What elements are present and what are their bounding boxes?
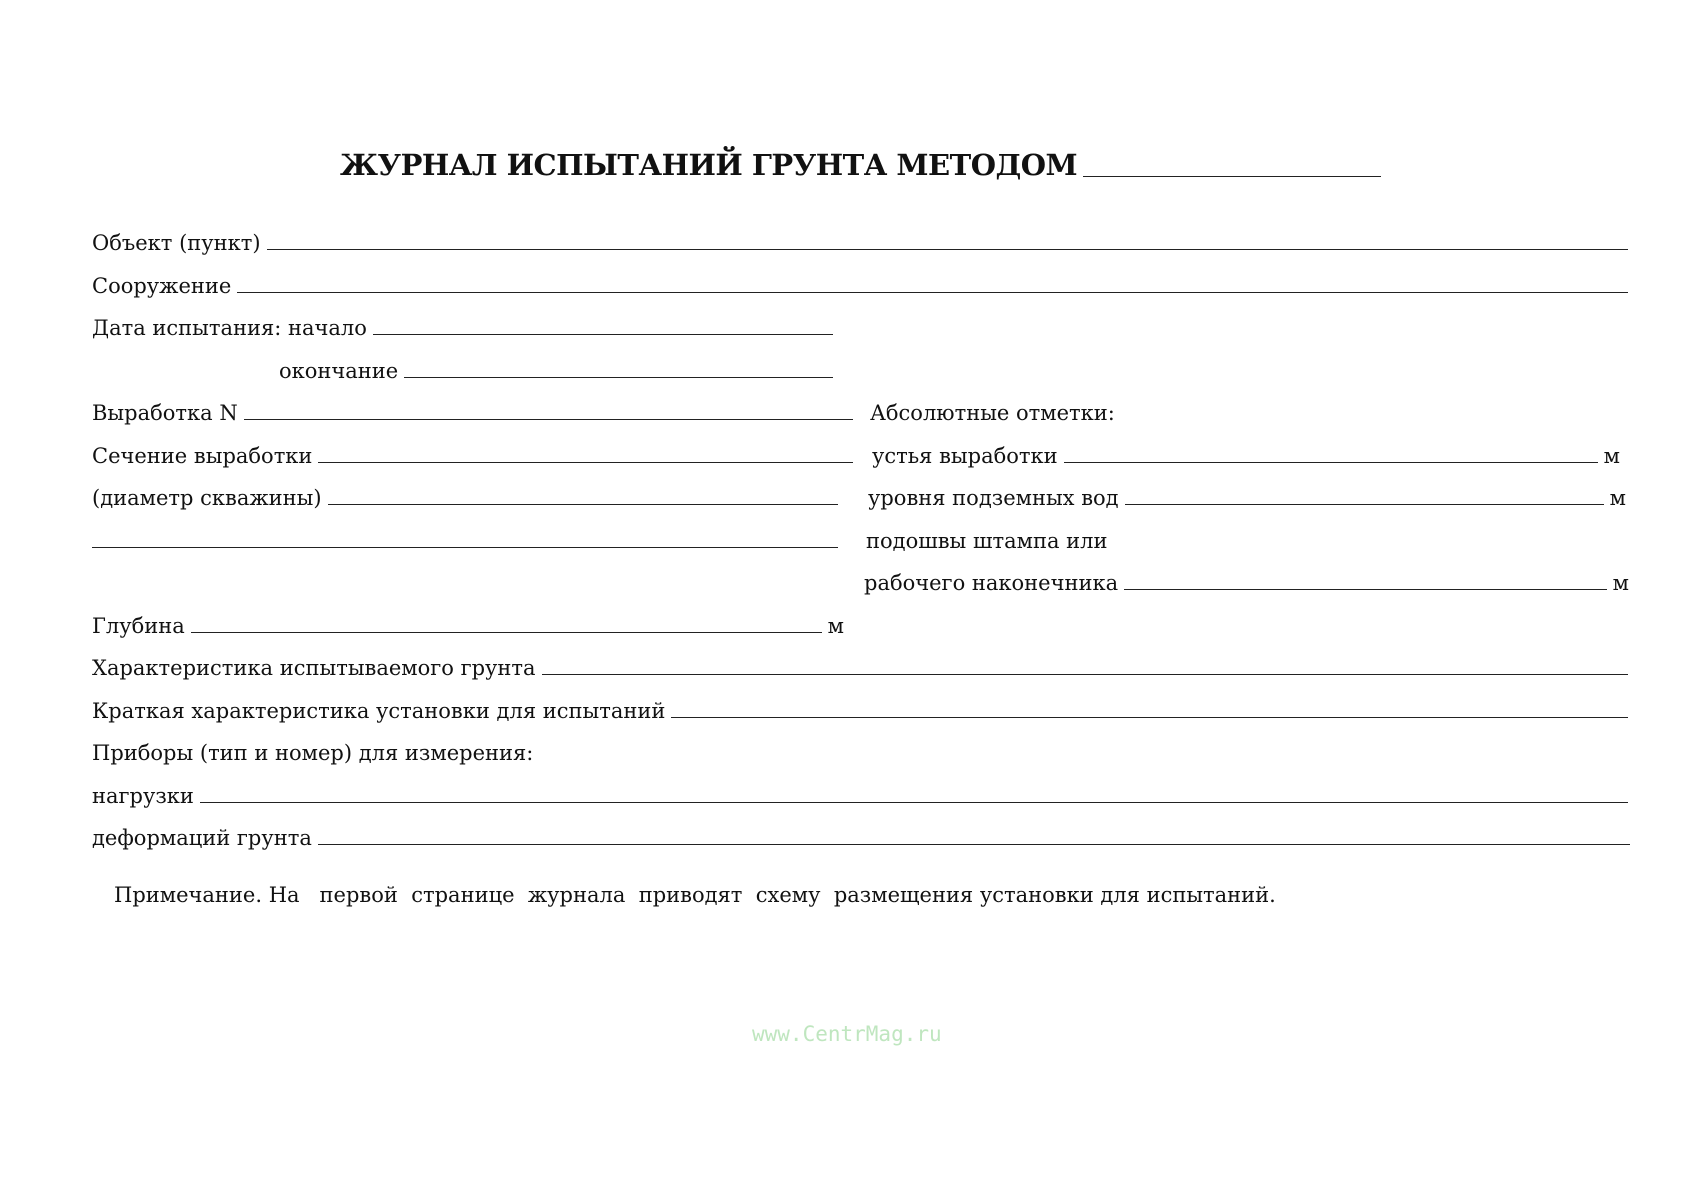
method-field[interactable] bbox=[1083, 176, 1381, 177]
abs-marks-label: Абсолютные отметки: bbox=[870, 401, 1115, 425]
setup-field[interactable] bbox=[671, 717, 1628, 718]
date-start-field[interactable] bbox=[373, 334, 833, 335]
setup-label: Краткая характеристика установки для испытаний bbox=[92, 699, 666, 723]
object-field[interactable] bbox=[267, 249, 1628, 250]
tip-label: рабочего наконечника bbox=[864, 571, 1119, 595]
extra-field[interactable] bbox=[92, 547, 838, 548]
excavation-label: Выработка N bbox=[92, 401, 238, 425]
soil-field[interactable] bbox=[542, 674, 1628, 675]
depth-row bbox=[92, 608, 844, 638]
structure-field[interactable] bbox=[237, 292, 1628, 293]
instruments-label: Приборы (тип и номер) для измерения: bbox=[92, 741, 534, 765]
watermark: www.CentrMag.ru bbox=[752, 1022, 942, 1046]
date-end-row bbox=[279, 353, 837, 383]
instruments-row bbox=[92, 735, 533, 765]
excavation-field[interactable] bbox=[244, 419, 853, 420]
title-text: ЖУРНАЛ ИСПЫТАНИЙ ГРУНТА МЕТОДОМ bbox=[340, 148, 1078, 182]
date-end-label: окончание bbox=[279, 359, 399, 383]
diameter-label: (диаметр скважины) bbox=[92, 486, 322, 510]
date-start-row bbox=[92, 310, 837, 340]
section-field[interactable] bbox=[318, 462, 853, 463]
section-row bbox=[92, 438, 857, 468]
structure-label: Сооружение bbox=[92, 274, 232, 298]
load-label: нагрузки bbox=[92, 784, 194, 808]
date-end-field[interactable] bbox=[404, 377, 833, 378]
diameter-field[interactable] bbox=[328, 504, 838, 505]
excavation-row bbox=[92, 395, 857, 425]
tip-row bbox=[864, 565, 1629, 595]
mouth-row bbox=[872, 438, 1620, 468]
deformation-label: деформаций грунта bbox=[92, 826, 312, 850]
stamp-row bbox=[866, 523, 1107, 553]
mouth-field[interactable] bbox=[1064, 462, 1598, 463]
abs-marks-row bbox=[870, 395, 1115, 425]
object-label: Объект (пункт) bbox=[92, 231, 261, 255]
note: Примечание. На первой странице журнала приводят схему размещения установки для испытаний. bbox=[114, 883, 1276, 907]
section-label: Сечение выработки bbox=[92, 444, 313, 468]
soil-label: Характеристика испытываемого грунта bbox=[92, 656, 536, 680]
groundwater-label: уровня подземных вод bbox=[868, 486, 1119, 510]
date-start-label: Дата испытания: начало bbox=[92, 316, 367, 340]
tip-field[interactable] bbox=[1124, 589, 1607, 590]
load-field[interactable] bbox=[200, 802, 1628, 803]
deformation-row bbox=[92, 820, 1634, 850]
load-row bbox=[92, 778, 1632, 808]
unit-label: м bbox=[1603, 444, 1620, 468]
stamp-label: подошвы штампа или bbox=[866, 529, 1108, 553]
soil-row bbox=[92, 650, 1632, 680]
depth-label: Глубина bbox=[92, 614, 185, 638]
unit-label: м bbox=[1609, 486, 1626, 510]
deformation-field[interactable] bbox=[318, 844, 1630, 845]
groundwater-row bbox=[868, 480, 1626, 510]
unit-label: м bbox=[1612, 571, 1629, 595]
object-row bbox=[92, 225, 1632, 255]
extra-row bbox=[92, 523, 842, 553]
mouth-label: устья выработки bbox=[872, 444, 1058, 468]
page-title bbox=[340, 148, 1385, 182]
setup-row bbox=[92, 693, 1632, 723]
groundwater-field[interactable] bbox=[1125, 504, 1604, 505]
diameter-row bbox=[92, 480, 842, 510]
depth-field[interactable] bbox=[191, 632, 822, 633]
structure-row bbox=[92, 268, 1632, 298]
unit-label: м bbox=[827, 614, 844, 638]
